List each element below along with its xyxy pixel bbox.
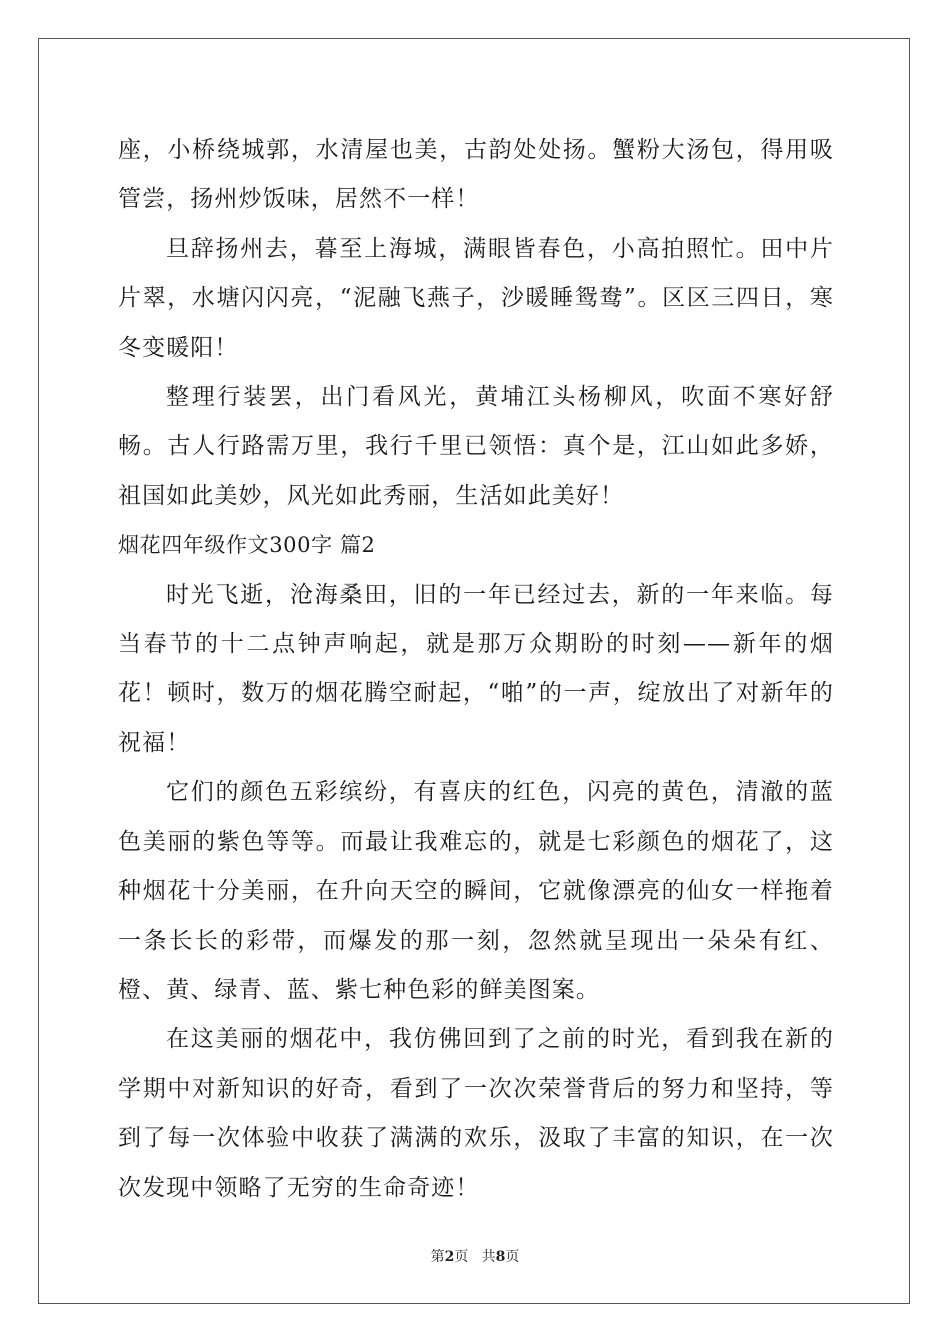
page-footer: [0, 1246, 950, 1266]
total-pages-number: 8: [495, 1249, 506, 1265]
paragraph: 时光飞逝，沧海桑田，旧的一年已经过去，新的一年来临。每当春节的十二点钟声响起，就是那万众期盼的时刻——新年的烟花！顿时，数万的烟花腾空耐起，“啪”的一声，绽放出了对新年的祝福！: [118, 581, 834, 756]
paragraph-continued: 座，小桥绕城郭，水清屋也美，古韵处处扬。蟹粉大汤包，得用吸管尝，扬州炒饭味，居然不一样！: [118, 137, 834, 213]
footer-suffix: 页: [505, 1249, 520, 1265]
paragraph: 旦辞扬州去，暮至上海城，满眼皆春色，小高拍照忙。田中片片翠，水塘闪闪亮，“泥融飞燕子，沙暖睡鸳鸯”。区区三四日，寒冬变暖阳！: [118, 235, 834, 361]
section-heading: 烟花四年级作文300字 篇2: [118, 533, 376, 558]
paragraph: 在这美丽的烟花中，我仿佛回到了之前的时光，看到我在新的学期中对新知识的好奇，看到了一次次荣誉背后的努力和坚持，等到了每一次体验中收获了满满的欢乐，汲取了丰富的知识，在一次次发现中领略了无穷的生命奇迹！: [118, 1026, 834, 1201]
footer-middle: 页 共: [454, 1249, 496, 1265]
paragraph: 整理行装罢，出门看风光，黄埔江头杨柳风，吹面不寒好舒畅。古人行路需万里，我行千里已领悟：真个是，江山如此多娇，祖国如此美妙，风光如此秀丽，生活如此美好！: [118, 384, 834, 509]
footer-prefix: 第: [430, 1249, 445, 1265]
paragraph: 它们的颜色五彩缤纷，有喜庆的红色，闪亮的黄色，清澈的蓝色美丽的紫色等等。而最让我难忘的，就是七彩颜色的烟花了，这种烟花十分美丽，在升向天空的瞬间，它就像漂亮的仙女一样拖着一条长长的彩带，而爆发的那一刻，忽然就呈现出一朵朵有红、橙、黄、绿青、蓝、紫七种色彩的鲜美图案。: [118, 779, 834, 1003]
current-page-number: 2: [444, 1249, 455, 1265]
document-body: [118, 126, 834, 1213]
